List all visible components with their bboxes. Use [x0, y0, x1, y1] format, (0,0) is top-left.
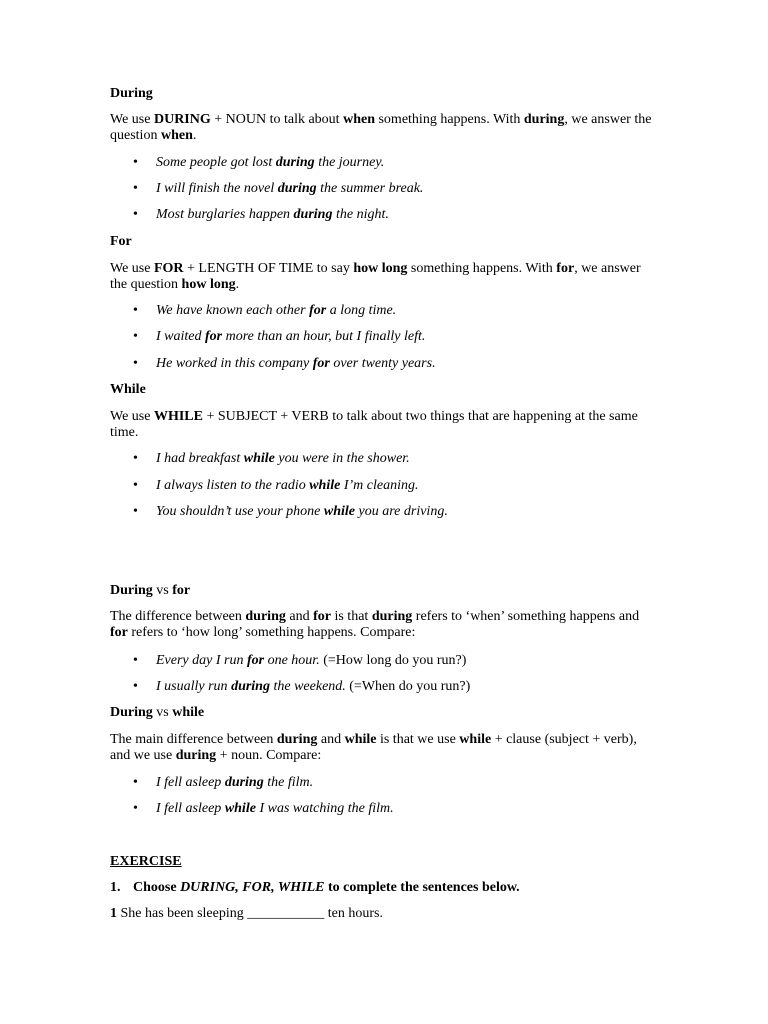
- paragraph-while: We use WHILE + SUBJECT + VERB to talk about two things that are happening at the same time.: [110, 409, 638, 440]
- bullet-icon: •: [133, 207, 138, 222]
- bullet-icon: •: [133, 653, 138, 668]
- heading-during-vs-for: During vs for: [110, 583, 191, 598]
- bullet-icon: •: [133, 801, 138, 816]
- heading-during: During: [110, 86, 153, 101]
- exercise-task: 1. Choose DURING, FOR, WHILE to complete the sentences below.: [110, 880, 520, 895]
- bullet-icon: •: [133, 775, 138, 790]
- bullet-icon: •: [133, 303, 138, 318]
- exercise-title: EXERCISE: [110, 854, 182, 869]
- bullet-icon: •: [133, 155, 138, 170]
- heading-during-vs-while: During vs while: [110, 705, 205, 720]
- bullet-icon: •: [133, 504, 138, 519]
- bullet-icon: •: [133, 451, 138, 466]
- paragraph-during: We use DURING + NOUN to talk about when something happens. With during, we answer the question when.: [110, 112, 652, 143]
- bullet-icon: •: [133, 356, 138, 371]
- bullet-icon: •: [133, 679, 138, 694]
- exercise-item: 1 She has been sleeping ___________ ten hours.: [110, 906, 383, 921]
- document-page: During We use DURING + NOUN to talk about when something happens. With during, we answer the question when. • Some people got lost during the journey. • I will finish the novel during the summer break. • Most burglaries happen during the night. For We use FOR + LENGTH OF TIME to say how long something happens. With for, we answer the question how long. • We have known each other for a long time. • I waited for more than an hour, but I finally left. • He worked in this company for over twenty years. While We use WHILE + SUBJECT + VERB to talk about two things that are happening at the same time. • I had breakfast while you were in the shower. • I always listen to the radio while I’m cleaning. • You shouldn’t use your phone while you are driving. During vs for The difference between during and for is that during refers to ‘when’ something happens and for refers to ‘how long’ something happens. Compare: • Every day I run for one hour. (=How long do you run?) • I usually run during the weekend. (=When do you run?) During vs while The main difference between during and while is that we use while + clause (subject + verb), and we use during + noun. Compare: • I fell asleep during the film. • I fell asleep while I was watching the film. EXERCISE 1. Choose DURING, FOR, WHILE to complete the sentences below. 1 She has been sleeping ___________ ten hours.: [0, 0, 768, 1024]
- paragraph-during-vs-while: The main difference between during and while is that we use while + clause (subject + verb), and we use during + noun. Compare:: [110, 732, 637, 763]
- bullet-icon: •: [133, 329, 138, 344]
- paragraph-during-vs-for: The difference between during and for is that during refers to ‘when’ something happens and for refers to ‘how long’ something happens. Compare:: [110, 609, 640, 640]
- bullet-icon: •: [133, 478, 138, 493]
- heading-while: While: [110, 382, 146, 397]
- paragraph-for: We use FOR + LENGTH OF TIME to say how long something happens. With for, we answer the question how long.: [110, 261, 641, 292]
- heading-for: For: [110, 234, 132, 249]
- bullet-icon: •: [133, 181, 138, 196]
